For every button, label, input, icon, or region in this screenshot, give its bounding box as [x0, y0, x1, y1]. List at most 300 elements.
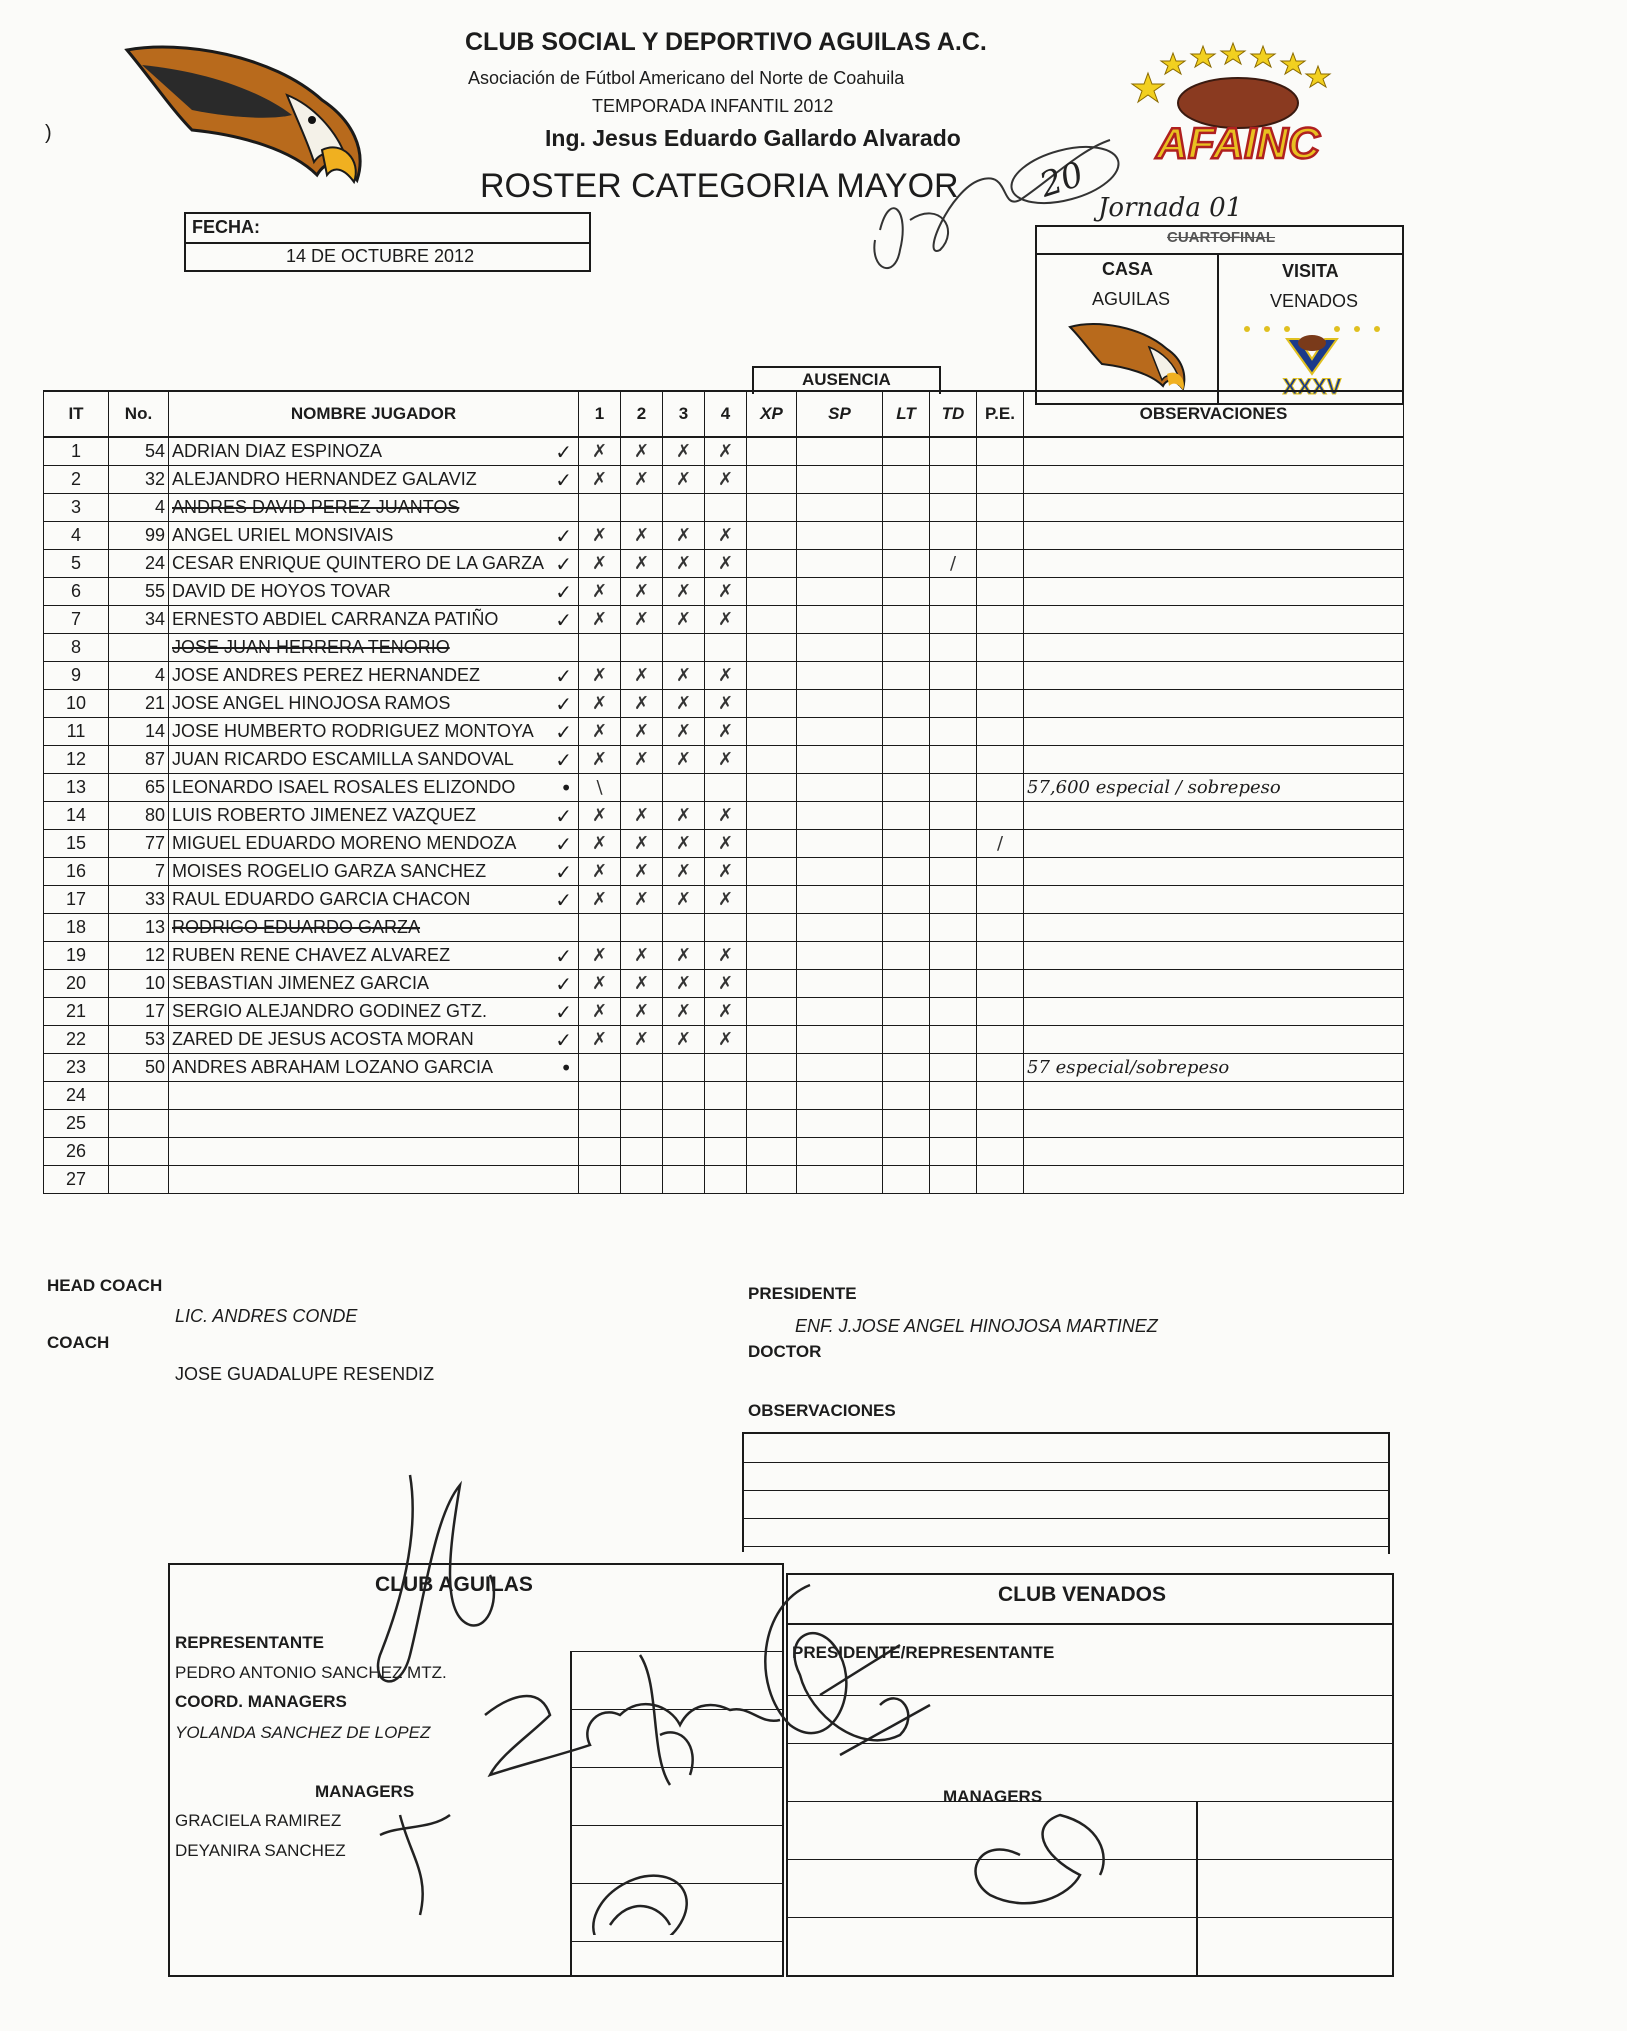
row-quarter-3: ✗ — [663, 886, 705, 914]
roster-row — [44, 606, 1404, 634]
visita-label: VISITA — [1282, 261, 1339, 281]
row-td — [930, 718, 977, 746]
row-td — [930, 634, 977, 662]
row-lt — [883, 690, 930, 718]
handwritten-jornada: Jornada 01 — [1098, 193, 1243, 223]
col-name: NOMBRE JUGADOR — [169, 391, 579, 437]
roster-row — [44, 1054, 1404, 1082]
col-no: No. — [109, 391, 169, 437]
engineer: Ing. Jesus Eduardo Gallardo Alvarado — [545, 125, 961, 151]
row-quarter-2: ✗ — [621, 886, 663, 914]
row-quarter-4 — [705, 774, 747, 802]
row-observaciones — [1024, 914, 1404, 942]
row-check-mark: ✓ — [555, 804, 572, 828]
row-quarter-2: ✗ — [621, 942, 663, 970]
row-player-name: ERNESTO ABDIEL CARRANZA PATIÑO ✓ — [169, 606, 579, 634]
row-quarter-1: ✗ — [579, 550, 621, 578]
row-lt — [883, 970, 930, 998]
row-quarter-4: ✗ — [705, 970, 747, 998]
row-player-name: ZARED DE JESUS ACOSTA MORAN ✓ — [169, 1026, 579, 1054]
row-number: 21 — [109, 690, 169, 718]
row-check-mark: ✓ — [555, 552, 572, 576]
row-lt — [883, 662, 930, 690]
row-it: 15 — [44, 830, 109, 858]
row-pe — [977, 1110, 1024, 1138]
row-quarter-3 — [663, 1082, 705, 1110]
row-number — [109, 634, 169, 662]
head-coach-label: HEAD COACH — [47, 1276, 163, 1295]
roster-row — [44, 578, 1404, 606]
row-quarter-4: ✗ — [705, 942, 747, 970]
row-quarter-1: ✗ — [579, 522, 621, 550]
row-lt — [883, 830, 930, 858]
row-pe — [977, 858, 1024, 886]
row-it: 21 — [44, 998, 109, 1026]
aguilas-manager-2: DEYANIRA SANCHEZ — [175, 1841, 346, 1860]
row-xp — [747, 634, 797, 662]
row-player-name: ANDRES DAVID PEREZ JUANTOS — [169, 494, 579, 522]
afainc-text: AFAINC — [1156, 119, 1320, 168]
row-pe — [977, 886, 1024, 914]
match-box — [1035, 225, 1404, 405]
row-sp — [797, 578, 883, 606]
row-player-name: LEONARDO ISAEL ROSALES ELIZONDO • — [169, 774, 579, 802]
roster-row — [44, 774, 1404, 802]
row-td — [930, 1138, 977, 1166]
row-observaciones — [1024, 1166, 1404, 1194]
row-td — [930, 942, 977, 970]
row-sp — [797, 662, 883, 690]
row-sp — [797, 522, 883, 550]
head-coach-name: LIC. ANDRES CONDE — [175, 1306, 358, 1326]
row-quarter-3 — [663, 1166, 705, 1194]
row-number — [109, 1110, 169, 1138]
row-sp — [797, 1138, 883, 1166]
row-number: 12 — [109, 942, 169, 970]
row-player-name: SERGIO ALEJANDRO GODINEZ GTZ. ✓ — [169, 998, 579, 1026]
row-player-name: ANDRES ABRAHAM LOZANO GARCIA • — [169, 1054, 579, 1082]
col-q1: 1 — [579, 391, 621, 437]
row-lt — [883, 746, 930, 774]
row-number: 10 — [109, 970, 169, 998]
row-td — [930, 1082, 977, 1110]
row-quarter-2: ✗ — [621, 830, 663, 858]
row-number: 77 — [109, 830, 169, 858]
row-sp — [797, 634, 883, 662]
row-sp — [797, 466, 883, 494]
row-quarter-1: ✗ — [579, 802, 621, 830]
row-lt — [883, 1110, 930, 1138]
row-it: 2 — [44, 466, 109, 494]
row-check-mark: ✓ — [555, 944, 572, 968]
row-observaciones — [1024, 662, 1404, 690]
row-xp — [747, 802, 797, 830]
row-xp — [747, 1138, 797, 1166]
row-it: 22 — [44, 1026, 109, 1054]
row-it: 10 — [44, 690, 109, 718]
row-quarter-4 — [705, 1054, 747, 1082]
row-it: 1 — [44, 437, 109, 466]
row-it: 8 — [44, 634, 109, 662]
row-quarter-2: ✗ — [621, 1026, 663, 1054]
afainc-logo — [1118, 38, 1353, 178]
row-lt — [883, 914, 930, 942]
row-player-name: RUBEN RENE CHAVEZ ALVAREZ ✓ — [169, 942, 579, 970]
row-observaciones — [1024, 830, 1404, 858]
row-check-mark: ✓ — [555, 748, 572, 772]
row-observaciones — [1024, 1082, 1404, 1110]
row-td — [930, 522, 977, 550]
aguilas-manager-1: GRACIELA RAMIREZ — [175, 1811, 342, 1830]
row-sp — [797, 494, 883, 522]
row-number: 80 — [109, 802, 169, 830]
roster-row — [44, 802, 1404, 830]
row-quarter-1 — [579, 634, 621, 662]
venados-managers-label: MANAGERS — [943, 1787, 1043, 1806]
row-number: 55 — [109, 578, 169, 606]
row-number: 4 — [109, 494, 169, 522]
row-td — [930, 970, 977, 998]
row-xp — [747, 606, 797, 634]
row-check-mark: ✓ — [555, 440, 572, 464]
row-quarter-4: ✗ — [705, 858, 747, 886]
roster-row — [44, 550, 1404, 578]
row-pe — [977, 746, 1024, 774]
row-quarter-4: ✗ — [705, 522, 747, 550]
row-number: 99 — [109, 522, 169, 550]
row-sp — [797, 774, 883, 802]
row-lt — [883, 606, 930, 634]
row-xp — [747, 830, 797, 858]
row-lt — [883, 437, 930, 466]
row-number: 54 — [109, 437, 169, 466]
row-quarter-1: ✗ — [579, 466, 621, 494]
row-xp — [747, 494, 797, 522]
row-pe — [977, 1166, 1024, 1194]
roster-table — [43, 390, 1404, 1194]
row-check-mark: • — [560, 776, 572, 800]
row-quarter-2: ✗ — [621, 746, 663, 774]
row-quarter-2 — [621, 1082, 663, 1110]
row-quarter-3 — [663, 774, 705, 802]
row-xp — [747, 858, 797, 886]
row-quarter-4: ✗ — [705, 746, 747, 774]
row-observaciones — [1024, 802, 1404, 830]
row-player-name: JOSE JUAN HERRERA TENORIO — [169, 634, 579, 662]
doctor-label: DOCTOR — [748, 1342, 822, 1361]
row-xp — [747, 1026, 797, 1054]
row-quarter-3: ✗ — [663, 802, 705, 830]
row-sp — [797, 718, 883, 746]
roster-row — [44, 494, 1404, 522]
row-quarter-4: ✗ — [705, 690, 747, 718]
row-quarter-3: ✗ — [663, 578, 705, 606]
row-lt — [883, 550, 930, 578]
row-pe — [977, 998, 1024, 1026]
row-player-name: ALEJANDRO HERNANDEZ GALAVIZ ✓ — [169, 466, 579, 494]
row-check-mark: ✓ — [555, 692, 572, 716]
col-xp: XP — [747, 391, 797, 437]
row-player-name: JOSE ANGEL HINOJOSA RAMOS ✓ — [169, 690, 579, 718]
col-td: TD — [930, 391, 977, 437]
row-it: 5 — [44, 550, 109, 578]
row-quarter-1: \ — [579, 774, 621, 802]
row-pe — [977, 914, 1024, 942]
row-quarter-2: ✗ — [621, 970, 663, 998]
roster-title: ROSTER CATEGORIA MAYOR — [480, 167, 959, 205]
row-quarter-3: ✗ — [663, 858, 705, 886]
row-number — [109, 1082, 169, 1110]
row-quarter-1: ✗ — [579, 746, 621, 774]
row-xp — [747, 998, 797, 1026]
club-name: CLUB SOCIAL Y DEPORTIVO AGUILAS A.C. — [465, 28, 987, 56]
phase-label: CUARTOFINAL — [1167, 229, 1276, 246]
roster-body — [44, 437, 1404, 1194]
row-player-name — [169, 1166, 579, 1194]
row-pe — [977, 466, 1024, 494]
row-check-mark: ✓ — [555, 1028, 572, 1052]
roster-row — [44, 1138, 1404, 1166]
row-sp — [797, 886, 883, 914]
row-td — [930, 1026, 977, 1054]
roster-row — [44, 437, 1404, 466]
row-number — [109, 1138, 169, 1166]
row-it: 3 — [44, 494, 109, 522]
row-td — [930, 830, 977, 858]
association: Asociación de Fútbol Americano del Norte de Coahuila — [468, 68, 905, 88]
row-td — [930, 746, 977, 774]
roster-row — [44, 1082, 1404, 1110]
row-quarter-3 — [663, 1110, 705, 1138]
row-xp — [747, 522, 797, 550]
row-lt — [883, 522, 930, 550]
row-player-name — [169, 1110, 579, 1138]
row-it: 12 — [44, 746, 109, 774]
row-observaciones — [1024, 634, 1404, 662]
row-quarter-2 — [621, 774, 663, 802]
row-check-mark: • — [560, 1056, 572, 1080]
row-quarter-3: ✗ — [663, 522, 705, 550]
row-quarter-2 — [621, 494, 663, 522]
aguilas-representante: PEDRO ANTONIO SANCHEZ MTZ. — [175, 1663, 447, 1682]
row-sp — [797, 690, 883, 718]
row-xp — [747, 550, 797, 578]
row-number: 7 — [109, 858, 169, 886]
row-quarter-3: ✗ — [663, 690, 705, 718]
casa-team: AGUILAS — [1092, 289, 1171, 309]
row-quarter-2: ✗ — [621, 998, 663, 1026]
row-quarter-2: ✗ — [621, 578, 663, 606]
row-quarter-2: ✗ — [621, 718, 663, 746]
row-quarter-1 — [579, 1138, 621, 1166]
row-xp — [747, 1082, 797, 1110]
row-it: 27 — [44, 1166, 109, 1194]
fecha-value: 14 DE OCTUBRE 2012 — [286, 246, 475, 266]
roster-header-row — [44, 391, 1404, 437]
row-observaciones — [1024, 1026, 1404, 1054]
row-check-mark: ✓ — [555, 664, 572, 688]
row-number — [109, 1166, 169, 1194]
aguilas-representante-label: REPRESENTANTE — [175, 1633, 324, 1652]
row-number: 34 — [109, 606, 169, 634]
row-observaciones — [1024, 942, 1404, 970]
row-observaciones — [1024, 437, 1404, 466]
row-it: 7 — [44, 606, 109, 634]
row-check-mark: ✓ — [555, 468, 572, 492]
row-lt — [883, 774, 930, 802]
row-quarter-3: ✗ — [663, 466, 705, 494]
row-it: 9 — [44, 662, 109, 690]
row-quarter-2: ✗ — [621, 858, 663, 886]
roster-row — [44, 1026, 1404, 1054]
row-quarter-4 — [705, 1082, 747, 1110]
row-check-mark: ✓ — [555, 608, 572, 632]
row-sp — [797, 746, 883, 774]
row-check-mark: ✓ — [555, 888, 572, 912]
fecha-box — [184, 212, 591, 272]
row-sp — [797, 1166, 883, 1194]
row-player-name: JOSE ANDRES PEREZ HERNANDEZ ✓ — [169, 662, 579, 690]
row-it: 17 — [44, 886, 109, 914]
row-quarter-3: ✗ — [663, 718, 705, 746]
row-observaciones — [1024, 1138, 1404, 1166]
row-quarter-2 — [621, 1138, 663, 1166]
row-td — [930, 914, 977, 942]
row-td — [930, 774, 977, 802]
row-td — [930, 858, 977, 886]
row-quarter-2 — [621, 1166, 663, 1194]
row-td — [930, 1110, 977, 1138]
row-td — [930, 690, 977, 718]
row-number: 50 — [109, 1054, 169, 1082]
row-it: 4 — [44, 522, 109, 550]
row-quarter-2: ✗ — [621, 522, 663, 550]
row-observaciones — [1024, 578, 1404, 606]
row-pe — [977, 970, 1024, 998]
row-check-mark: ✓ — [555, 580, 572, 604]
row-sp — [797, 998, 883, 1026]
row-quarter-1 — [579, 914, 621, 942]
row-quarter-2: ✗ — [621, 550, 663, 578]
row-quarter-1: ✗ — [579, 690, 621, 718]
aguilas-managers-label: MANAGERS — [315, 1782, 415, 1801]
col-q4: 4 — [705, 391, 747, 437]
row-quarter-2 — [621, 914, 663, 942]
row-lt — [883, 1082, 930, 1110]
row-observaciones — [1024, 466, 1404, 494]
row-observaciones — [1024, 998, 1404, 1026]
row-lt — [883, 942, 930, 970]
row-xp — [747, 1166, 797, 1194]
row-pe — [977, 550, 1024, 578]
row-number: 53 — [109, 1026, 169, 1054]
row-it: 13 — [44, 774, 109, 802]
aguilas-coord: YOLANDA SANCHEZ DE LOPEZ — [175, 1723, 431, 1742]
row-observaciones — [1024, 858, 1404, 886]
row-sp — [797, 970, 883, 998]
row-observaciones — [1024, 746, 1404, 774]
row-pe — [977, 802, 1024, 830]
presidente-name: ENF. J.JOSE ANGEL HINOJOSA MARTINEZ — [795, 1316, 1158, 1336]
row-quarter-1: ✗ — [579, 830, 621, 858]
row-it: 16 — [44, 858, 109, 886]
row-quarter-1: ✗ — [579, 942, 621, 970]
roster-row — [44, 1110, 1404, 1138]
roster-row — [44, 970, 1404, 998]
row-it: 20 — [44, 970, 109, 998]
eagle-logo — [122, 40, 367, 190]
row-td — [930, 998, 977, 1026]
row-quarter-3: ✗ — [663, 746, 705, 774]
row-td — [930, 606, 977, 634]
roster-row — [44, 1166, 1404, 1194]
row-player-name: CESAR ENRIQUE QUINTERO DE LA GARZA ✓ — [169, 550, 579, 578]
row-number: 65 — [109, 774, 169, 802]
row-quarter-1: ✗ — [579, 718, 621, 746]
row-it: 6 — [44, 578, 109, 606]
row-player-name: SEBASTIAN JIMENEZ GARCIA ✓ — [169, 970, 579, 998]
row-lt — [883, 634, 930, 662]
coach-label: COACH — [47, 1333, 110, 1352]
roster-row — [44, 634, 1404, 662]
row-quarter-1: ✗ — [579, 1026, 621, 1054]
row-quarter-2: ✗ — [621, 802, 663, 830]
venados-presidente-label: PRESIDENTE/REPRESENTANTE — [792, 1643, 1055, 1662]
row-td — [930, 494, 977, 522]
row-it: 19 — [44, 942, 109, 970]
row-quarter-4: ✗ — [705, 466, 747, 494]
row-observaciones — [1024, 886, 1404, 914]
casa-label: CASA — [1102, 259, 1154, 279]
row-quarter-1 — [579, 494, 621, 522]
row-player-name: JUAN RICARDO ESCAMILLA SANDOVAL ✓ — [169, 746, 579, 774]
row-it: 24 — [44, 1082, 109, 1110]
row-quarter-4: ✗ — [705, 802, 747, 830]
roster-row — [44, 522, 1404, 550]
row-quarter-2: ✗ — [621, 690, 663, 718]
row-pe — [977, 942, 1024, 970]
fecha-label: FECHA: — [192, 217, 260, 237]
row-player-name — [169, 1082, 579, 1110]
row-pe — [977, 494, 1024, 522]
row-pe — [977, 774, 1024, 802]
row-td — [930, 662, 977, 690]
row-quarter-1 — [579, 1054, 621, 1082]
row-lt — [883, 1026, 930, 1054]
row-td — [930, 802, 977, 830]
row-player-name: MOISES ROGELIO GARZA SANCHEZ ✓ — [169, 858, 579, 886]
aguilas-coord-label: COORD. MANAGERS — [175, 1692, 347, 1711]
row-quarter-4 — [705, 1138, 747, 1166]
row-observaciones — [1024, 1110, 1404, 1138]
row-number: 14 — [109, 718, 169, 746]
signatures — [340, 1455, 1120, 1935]
roster-row — [44, 746, 1404, 774]
row-number: 4 — [109, 662, 169, 690]
row-quarter-1: ✗ — [579, 970, 621, 998]
col-sp: SP — [797, 391, 883, 437]
row-it: 18 — [44, 914, 109, 942]
row-quarter-4: ✗ — [705, 550, 747, 578]
row-quarter-4: ✗ — [705, 830, 747, 858]
row-check-mark: ✓ — [555, 972, 572, 996]
row-observaciones — [1024, 550, 1404, 578]
row-quarter-2 — [621, 634, 663, 662]
row-observaciones — [1024, 970, 1404, 998]
row-check-mark: ✓ — [555, 720, 572, 744]
row-quarter-4: ✗ — [705, 998, 747, 1026]
row-lt — [883, 886, 930, 914]
